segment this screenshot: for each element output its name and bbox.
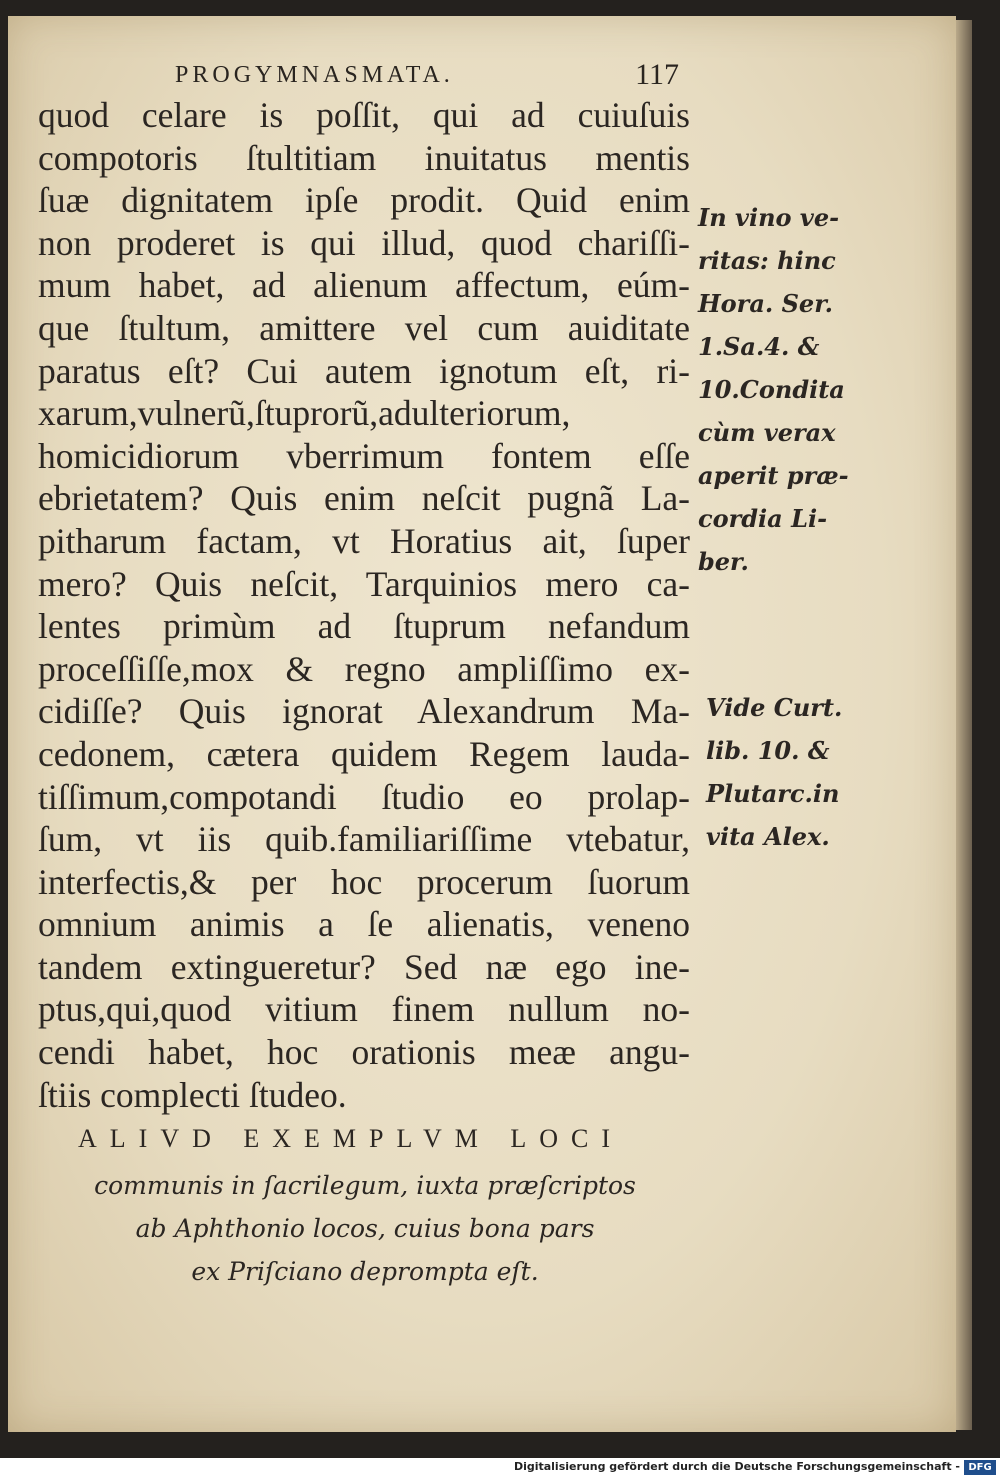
text-line: ſuæ dignitatem ipſe prodit. Quid enim	[38, 180, 690, 221]
text-line: interfectis,& per hoc procerum ſuorum	[38, 861, 690, 902]
text-line: cedonem, cætera quidem Regem lauda-	[38, 733, 690, 774]
margin-note-line: vita Alex.	[706, 822, 830, 851]
text-line: ſtiis complecti ſtudeo.	[38, 1074, 347, 1115]
margin-note-in-vino-veritas	[698, 196, 849, 583]
section-heading: ALIVD EXEMPLVM LOCI	[78, 1124, 624, 1153]
margin-note-line: lib. 10. &	[706, 736, 830, 765]
text-line: proceſſiſſe,mox & regno ampliſſimo ex-	[38, 648, 690, 689]
text-line: lentes primùm ad ſtuprum nefandum	[38, 606, 690, 647]
text-line: cendi habet, hoc orationis meæ angu-	[38, 1032, 690, 1073]
text-line: tandem extingueretur? Sed næ ego ine-	[38, 946, 690, 987]
text-line: quod celare is poſſit, qui ad cuiuſuis	[38, 95, 690, 135]
text-line: cidiſſe? Quis ignorat Alexandrum Ma-	[38, 691, 690, 732]
margin-note-vide-curt	[706, 686, 842, 858]
page-number: 117	[635, 58, 679, 91]
margin-note-line: ritas: hinc	[698, 246, 836, 275]
text-line: que ſtultum, amittere vel cum auiditate	[38, 307, 690, 348]
subheading-line: communis in ſacrilegum, iuxta præſcriptos	[94, 1171, 636, 1200]
text-line: ptus,qui,quod vitium finem nullum no-	[38, 989, 690, 1030]
text-line: pitharum factam, vt Horatius ait, ſuper	[38, 520, 690, 561]
text-line: omnium animis a ſe alienatis, veneno	[38, 904, 690, 945]
text-line: compotoris ſtultitiam inuitatus mentis	[38, 137, 690, 178]
text-line: mum habet, ad alienum affectum, eúm-	[38, 265, 690, 306]
running-title: PROGYMNASMATA.	[175, 62, 454, 88]
text-line: non proderet is qui illud, quod chariſſi-	[38, 222, 690, 263]
text-line: ebrietatem? Quis enim neſcit pugnã La-	[38, 478, 690, 519]
margin-note-line: Vide Curt.	[706, 693, 843, 722]
text-line: homicidiorum vberrimum fontem eſſe	[38, 435, 690, 476]
dfg-logo-icon: DFG	[964, 1460, 996, 1475]
margin-note-line: cordia Li-	[698, 504, 828, 533]
margin-note-line: In vino ve-	[698, 203, 840, 232]
main-text-block	[38, 94, 690, 1116]
section-subheading	[40, 1164, 690, 1293]
text-line: tiſſimum,compotandi ſtudio eo prolap-	[38, 776, 690, 817]
margin-note-line: Plutarc.in	[706, 779, 840, 808]
margin-note-line: 10.Condita	[698, 375, 845, 404]
page-edge	[956, 20, 972, 1430]
margin-note-line: cùm verax	[698, 418, 836, 447]
margin-note-line: ber.	[698, 547, 749, 576]
margin-note-line: Hora. Ser.	[698, 289, 833, 318]
page-header	[175, 58, 685, 98]
margin-note-line: 1.Sa.4. &	[698, 332, 820, 361]
text-line: ſum, vt iis quib.familiariſſime vtebatur,	[38, 819, 690, 860]
funding-credit: Digitalisierung gefördert durch die Deutsche Forschungsgemeinschaft -	[513, 1460, 960, 1473]
text-line: mero? Quis neſcit, Tarquinios mero ca-	[38, 563, 690, 604]
subheading-line: ex Priſciano deprompta eſt.	[191, 1257, 539, 1286]
text-line: paratus eſt? Cui autem ignotum eſt, ri-	[38, 350, 690, 391]
margin-note-line: aperit præ-	[698, 461, 849, 490]
subheading-line: ab Aphthonio locos, cuius bona pars	[135, 1214, 595, 1243]
text-line: xarum,vulnerũ,ſtuprorũ,adulteriorum,	[38, 393, 571, 434]
